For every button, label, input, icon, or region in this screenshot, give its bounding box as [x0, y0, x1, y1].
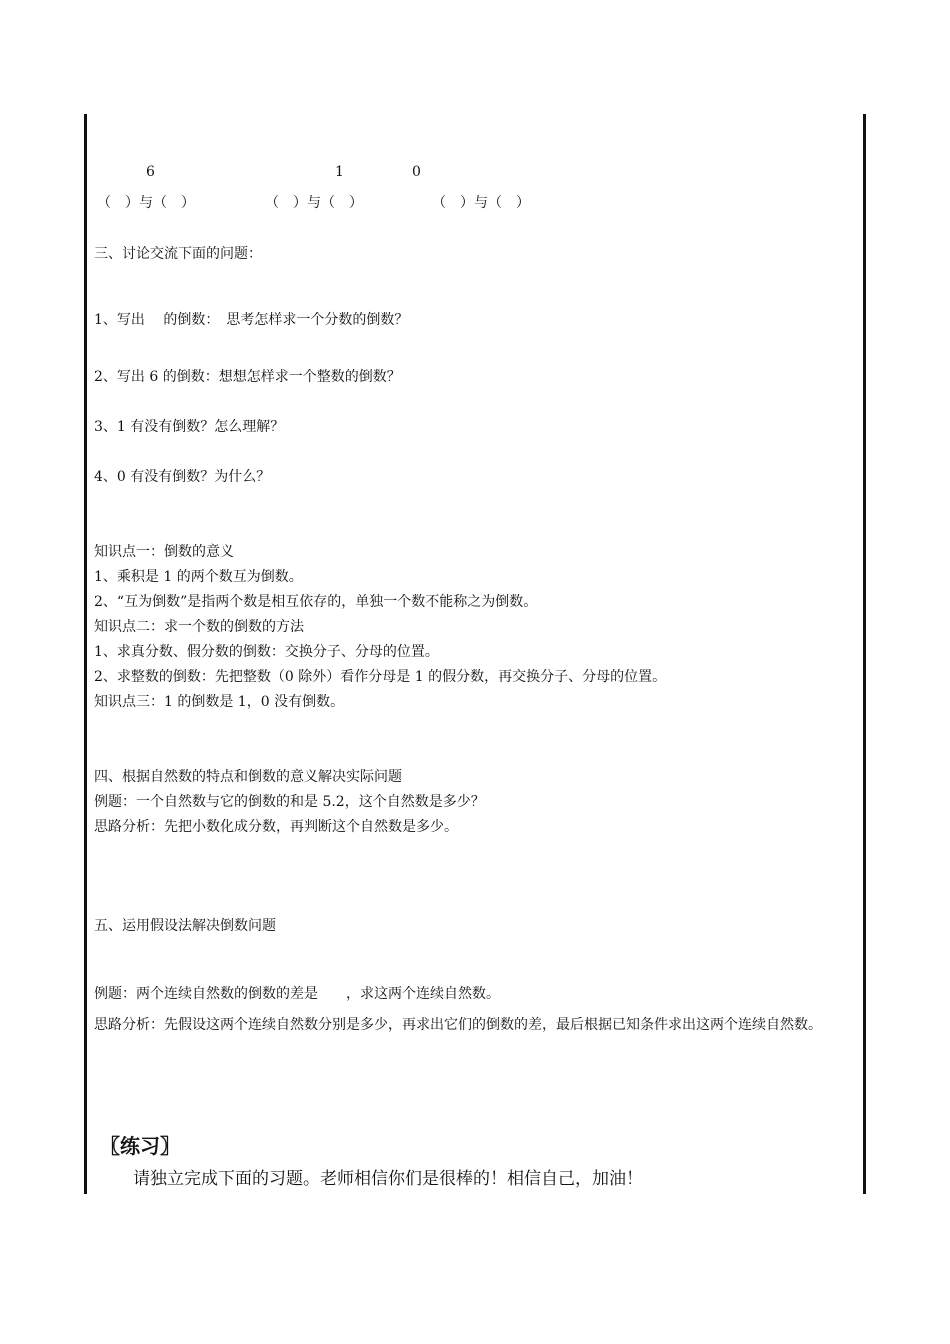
section5-title: 五、运用假设法解决倒数问题: [94, 918, 276, 934]
section4-example: 例题：一个自然数与它的倒数的和是 5.2，这个自然数是多少？: [94, 794, 485, 810]
blank-pair-2: （ ）与（ ）: [265, 195, 363, 211]
section3-question-4: 4、0 有没有倒数？为什么？: [94, 469, 271, 485]
knowledge-1-item-2: 2、“互为倒数”是指两个数是相互依存的，单独一个数不能称之为倒数。: [94, 594, 538, 610]
section3-question-2: 2、写出 6 的倒数：想想怎样求一个整数的倒数？: [94, 369, 401, 385]
knowledge-2-item-2: 2、求整数的倒数：先把整数（0 除外）看作分母是 1 的假分数，再交换分子、分母的位置。: [94, 669, 667, 685]
number-1: 1: [335, 164, 344, 180]
blank-pair-3: （ ）与（ ）: [432, 195, 530, 211]
knowledge-3: 知识点三：1 的倒数是 1，0 没有倒数。: [94, 694, 345, 710]
knowledge-1-title: 知识点一：倒数的意义: [94, 544, 234, 560]
practice-intro: 请独立完成下面的习题。老师相信你们是很棒的！相信自己，加油！: [133, 1169, 643, 1189]
knowledge-1-item-1: 1、乘积是 1 的两个数互为倒数。: [94, 569, 303, 585]
section3-question-1: 1、写出 的倒数： 思考怎样求一个分数的倒数？: [94, 312, 409, 328]
table-border-left: [84, 114, 87, 1194]
section3-title: 三、讨论交流下面的问题：: [94, 246, 262, 262]
knowledge-2-item-1: 1、求真分数、假分数的倒数：交换分子、分母的位置。: [94, 644, 439, 660]
section3-question-3: 3、1 有没有倒数？怎么理解？: [94, 419, 285, 435]
number-0: 0: [412, 164, 421, 180]
table-border-right: [863, 114, 866, 1194]
section5-example: 例题：两个连续自然数的倒数的差是 ，求这两个连续自然数。: [94, 986, 500, 1002]
number-6: 6: [146, 164, 155, 180]
practice-heading: 〖练习〗: [100, 1134, 180, 1158]
blank-pair-1: （ ）与（ ）: [97, 195, 195, 211]
section4-title: 四、根据自然数的特点和倒数的意义解决实际问题: [94, 769, 402, 785]
knowledge-2-title: 知识点二：求一个数的倒数的方法: [94, 619, 304, 635]
section4-analysis: 思路分析：先把小数化成分数，再判断这个自然数是多少。: [94, 819, 458, 835]
section5-analysis: 思路分析：先假设这两个连续自然数分别是多少，再求出它们的倒数的差，最后根据已知条件求出这两个连续自然数。: [94, 1017, 822, 1033]
